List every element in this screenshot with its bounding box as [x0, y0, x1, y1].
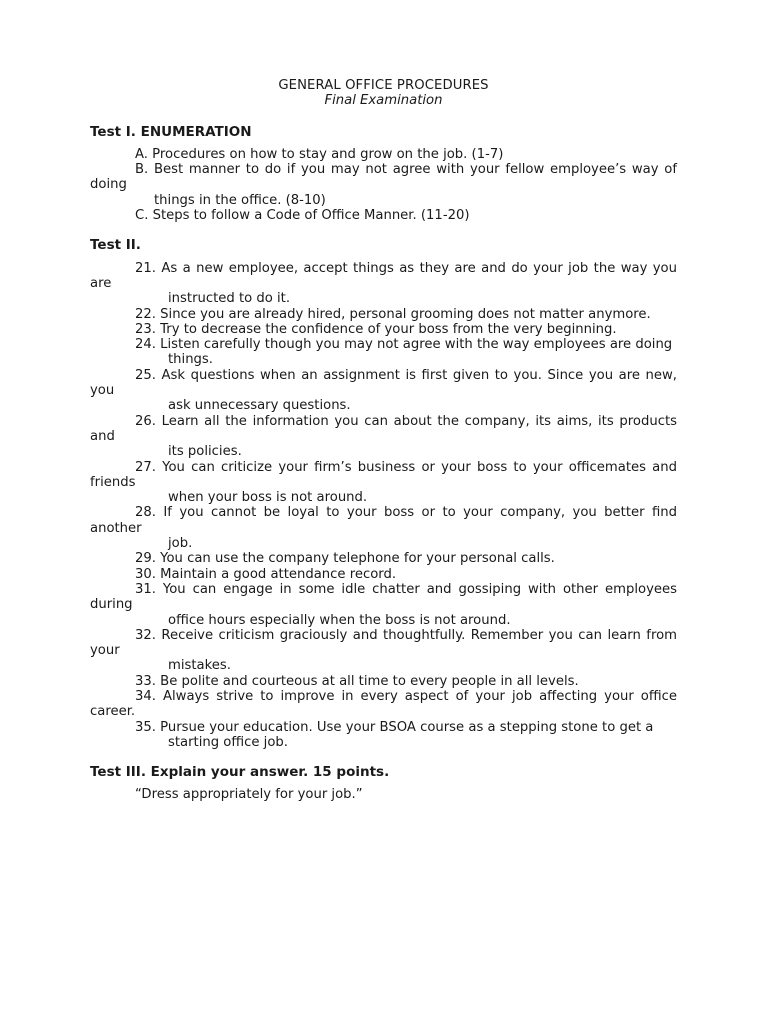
document-subtitle: Final Examination	[324, 93, 443, 109]
test-2-item-text: 26. Learn all the information you can about the company, its aims, its products and	[90, 413, 677, 444]
test-1-heading: Test I. ENUMERATION	[90, 123, 252, 140]
test-1-section	[90, 125, 677, 224]
test-2-item	[90, 689, 677, 720]
test-2-item	[90, 567, 677, 582]
test-1-item	[90, 208, 677, 223]
test-2-item-text: 33. Be polite and courteous at all time to every people in all levels.	[135, 673, 579, 689]
test-1-item	[90, 162, 677, 208]
test-3-section	[90, 765, 677, 803]
test-3-prompt: “Dress appropriately for your job.”	[135, 787, 363, 803]
exam-page	[90, 78, 677, 818]
test-2-item-text: 30. Maintain a good attendance record.	[135, 566, 397, 582]
test-1-item	[90, 147, 677, 162]
test-2-item	[90, 307, 677, 322]
test-2-item-text: 22. Since you are already hired, personal grooming does not matter anymore.	[135, 306, 651, 322]
test-2-item-text: 23. Try to decrease the confidence of your boss from the very beginning.	[135, 321, 617, 337]
test-2-item	[90, 674, 677, 689]
test-2-item-continuation: instructed to do it.	[168, 291, 291, 307]
document-title: GENERAL OFFICE PROCEDURES	[278, 78, 489, 93]
test-2-item-text: 24. Listen carefully though you may not agree with the way employees are doing	[135, 337, 673, 353]
test-2-heading: Test II.	[90, 237, 141, 254]
test-2-item-continuation: job.	[168, 536, 193, 552]
test-1-item-text: A. Procedures on how to stay and grow on the job. (1-7)	[135, 146, 504, 162]
test-2-item	[90, 368, 677, 414]
test-3-heading: Test III. Explain your answer. 15 points.	[90, 764, 390, 781]
test-2-item-continuation: office hours especially when the boss is not around.	[168, 612, 511, 628]
test-2-item-text: 28. If you cannot be loyal to your boss or to your company, you better find another	[90, 505, 677, 536]
test-2-item	[90, 505, 677, 551]
test-2-item-text: 21. As a new employee, accept things as they are and do your job the way you are	[90, 260, 677, 291]
test-2-item-text: 35. Pursue your education. Use your BSOA course as a stepping stone to get a	[135, 719, 654, 735]
test-2-item-text: 32. Receive criticism graciously and thoughtfully. Remember you can learn from your	[90, 627, 677, 659]
test-2-item-continuation: starting office job.	[168, 734, 288, 750]
test-2-item-continuation: things.	[168, 352, 213, 368]
test-2-item-continuation: ask unnecessary questions.	[168, 398, 351, 414]
test-2-item	[90, 337, 677, 368]
test-2-item-text: 25. Ask questions when an assignment is first given to you. Since you are new, you	[90, 367, 677, 399]
test-2-item-continuation: when your boss is not around.	[168, 490, 368, 506]
test-1-item-continuation: things in the office. (8-10)	[154, 192, 326, 208]
test-2-item	[90, 261, 677, 307]
test-2-item-text: 34. Always strive to improve in every aspect of your job affecting your office career.	[90, 688, 677, 720]
test-2-item	[90, 628, 677, 674]
test-2-item	[90, 414, 677, 460]
test-2-item-text: 27. You can criticize your firm’s business or your boss to your officemates and friends	[90, 459, 677, 490]
test-2-item-text: 31. You can engage in some idle chatter and gossiping with other employees during	[90, 581, 677, 613]
test-2-item	[90, 460, 677, 506]
test-2-item	[90, 582, 677, 628]
test-2-item	[90, 720, 677, 751]
test-2-item-continuation: mistakes.	[168, 658, 231, 674]
test-2-item-continuation: its policies.	[168, 444, 242, 460]
test-2-section	[90, 238, 677, 750]
test-1-item-text: C. Steps to follow a Code of Office Manner. (11-20)	[135, 208, 470, 224]
test-2-item	[90, 551, 677, 566]
test-2-item-text: 29. You can use the company telephone for your personal calls.	[135, 551, 555, 567]
test-1-item-text: B. Best manner to do if you may not agree with your fellow employee’s way of doing	[90, 162, 677, 193]
test-2-item	[90, 322, 677, 337]
